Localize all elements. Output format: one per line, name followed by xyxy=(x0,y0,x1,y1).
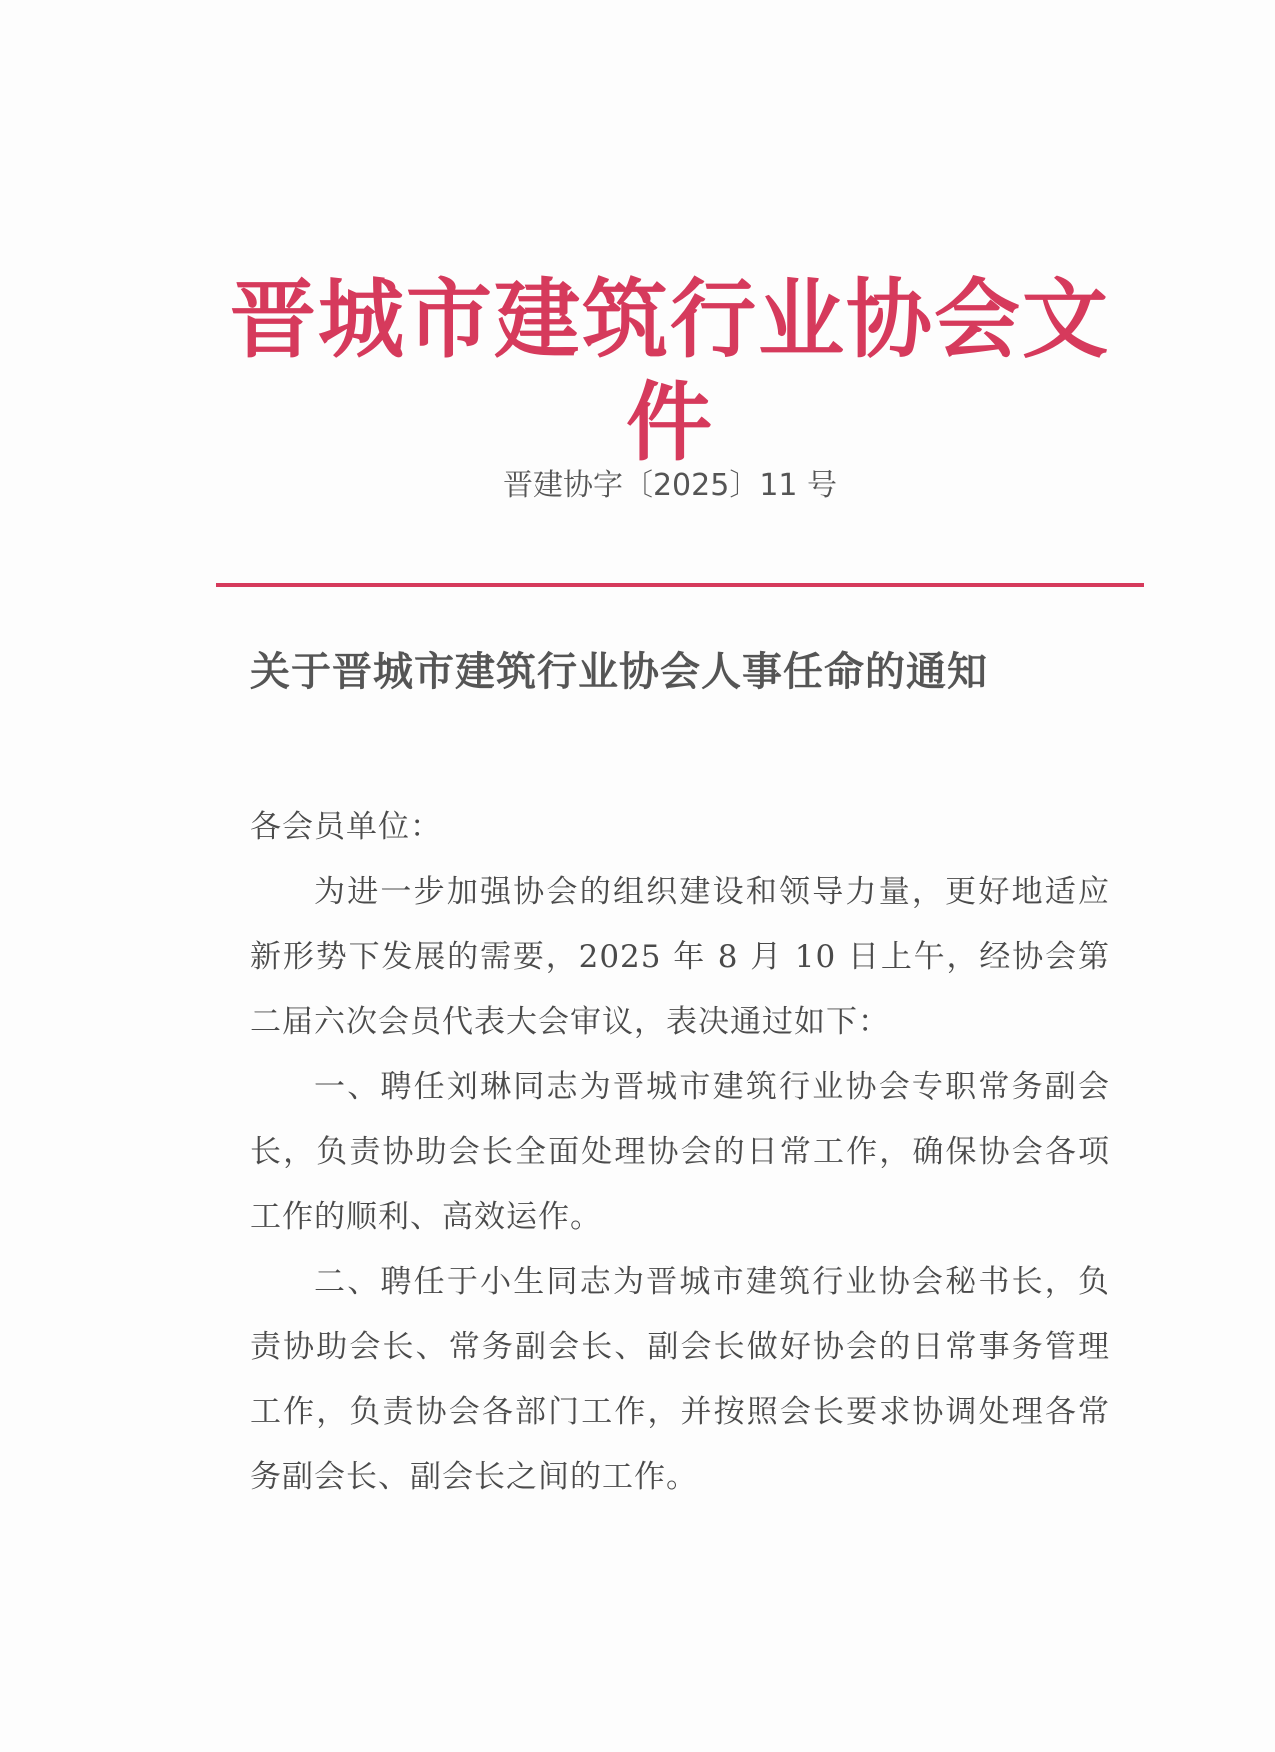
document-masthead: 晋城市建筑行业协会文件 xyxy=(230,269,1110,474)
document-number: 晋建协字〔2025〕11 号 xyxy=(502,468,838,503)
paragraph-intro: 为进一步加强协会的组织建设和领导力量，更好地适应新形势下发展的需要，2025 年 8 月 10 日上午，经协会第二届六次会员代表大会审议，表决通过如下： xyxy=(250,874,1110,1040)
paragraph-appointment-2: 二、聘任于小生同志为晋城市建筑行业协会秘书长，负责协助会长、常务副会长、副会长做好协会的日常事务管理工作，负责协会各部门工作，并按照会长要求协调处理各常务副会长、副会长之间的工作。 xyxy=(250,1264,1110,1495)
red-divider-line xyxy=(216,583,1144,587)
paragraph-appointment-1: 一、聘任刘琳同志为晋城市建筑行业协会专职常务副会长，负责协助会长全面处理协会的日常工作，确保协会各项工作的顺利、高效运作。 xyxy=(250,1069,1110,1235)
salutation: 各会员单位： xyxy=(250,809,442,845)
document-body xyxy=(250,795,1110,1510)
document-title: 关于晋城市建筑行业协会人事任命的通知 xyxy=(250,649,988,695)
